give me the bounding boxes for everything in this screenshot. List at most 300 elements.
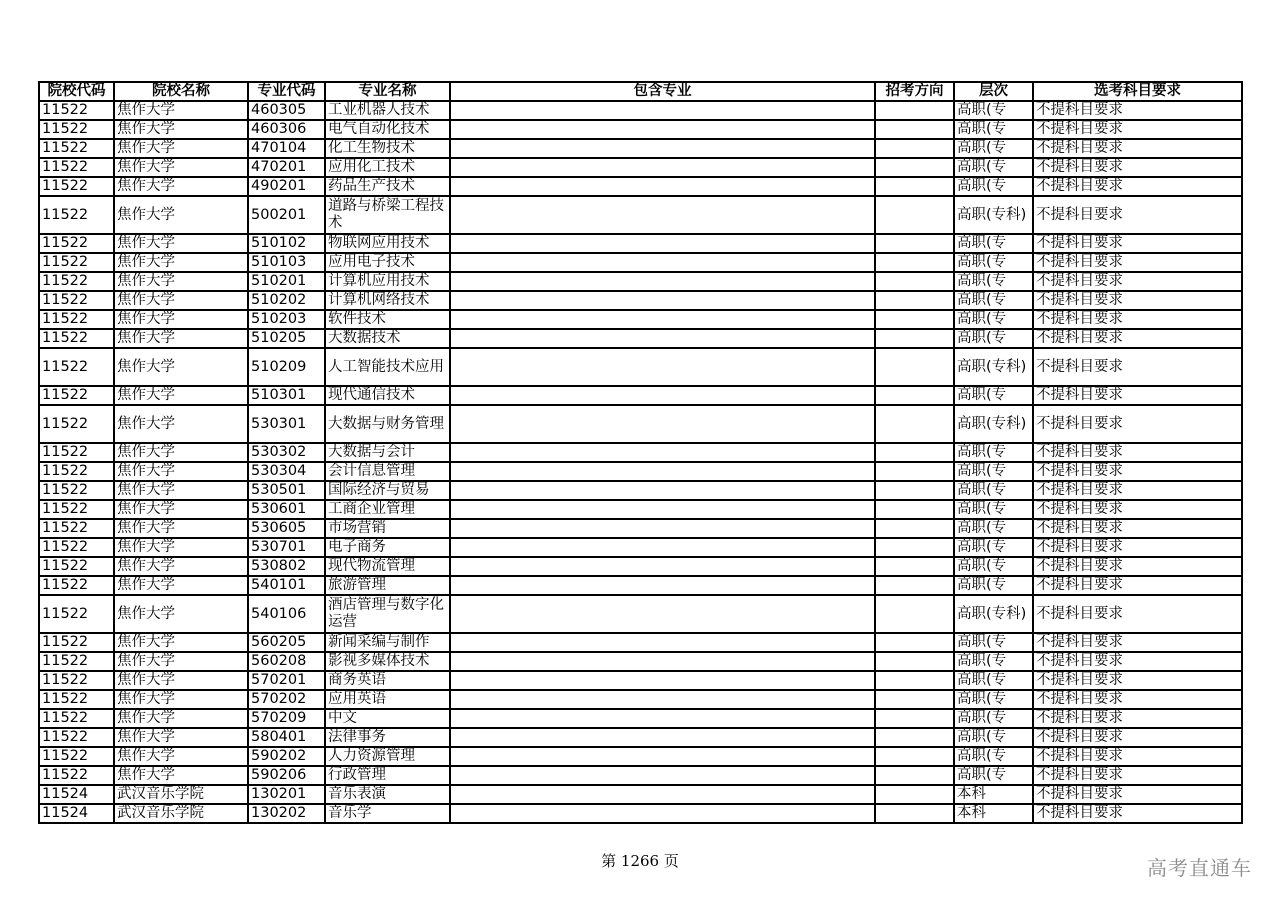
school-name-cell: 武汉音乐学院 <box>114 804 248 823</box>
school-name-cell: 焦作大学 <box>114 766 248 785</box>
subject-requirement-cell: 不提科目要求 <box>1033 120 1242 139</box>
header-major-name: 专业名称 <box>325 82 450 101</box>
level-cell: 高职(专科) <box>954 348 1033 386</box>
watermark-logo: 高考直通车 <box>1147 856 1252 880</box>
direction-cell <box>875 196 954 234</box>
subject-requirement-cell: 不提科目要求 <box>1033 101 1242 120</box>
school-name-cell: 焦作大学 <box>114 177 248 196</box>
school-code-cell: 11522 <box>39 348 114 386</box>
major-name-cell: 道路与桥梁工程技术 <box>325 196 450 234</box>
page-number: 第 1266 页 <box>601 852 679 870</box>
major-name-cell: 大数据与会计 <box>325 443 450 462</box>
table-row <box>39 633 1242 652</box>
table-row <box>39 785 1242 804</box>
subject-requirement-cell: 不提科目要求 <box>1033 633 1242 652</box>
level-cell: 高职(专 <box>954 481 1033 500</box>
major-code-cell: 530802 <box>248 557 325 576</box>
school-code-cell: 11522 <box>39 538 114 557</box>
direction-cell <box>875 139 954 158</box>
table-row <box>39 709 1242 728</box>
major-name-cell: 计算机网络技术 <box>325 291 450 310</box>
level-cell: 高职(专 <box>954 709 1033 728</box>
level-cell: 高职(专 <box>954 519 1033 538</box>
school-name-cell: 焦作大学 <box>114 253 248 272</box>
header-school-name: 院校名称 <box>114 82 248 101</box>
major-name-cell: 药品生产技术 <box>325 177 450 196</box>
school-code-cell: 11522 <box>39 747 114 766</box>
major-code-cell: 590202 <box>248 747 325 766</box>
major-code-cell: 510201 <box>248 272 325 291</box>
subject-requirement-cell: 不提科目要求 <box>1033 671 1242 690</box>
level-cell: 高职(专科) <box>954 595 1033 633</box>
subject-requirement-cell: 不提科目要求 <box>1033 538 1242 557</box>
table-row <box>39 234 1242 253</box>
table-row <box>39 538 1242 557</box>
direction-cell <box>875 481 954 500</box>
direction-cell <box>875 291 954 310</box>
school-name-cell: 焦作大学 <box>114 405 248 443</box>
major-name-cell: 物联网应用技术 <box>325 234 450 253</box>
major-code-cell: 500201 <box>248 196 325 234</box>
included-majors-cell <box>450 538 875 557</box>
major-name-cell: 应用电子技术 <box>325 253 450 272</box>
major-name-cell: 影视多媒体技术 <box>325 652 450 671</box>
major-code-cell: 540101 <box>248 576 325 595</box>
included-majors-cell <box>450 728 875 747</box>
included-majors-cell <box>450 139 875 158</box>
major-code-cell: 490201 <box>248 177 325 196</box>
major-code-cell: 590206 <box>248 766 325 785</box>
subject-requirement-cell: 不提科目要求 <box>1033 158 1242 177</box>
direction-cell <box>875 709 954 728</box>
table-row <box>39 329 1242 348</box>
major-name-cell: 会计信息管理 <box>325 462 450 481</box>
school-name-cell: 焦作大学 <box>114 462 248 481</box>
direction-cell <box>875 690 954 709</box>
subject-requirement-cell: 不提科目要求 <box>1033 386 1242 405</box>
school-code-cell: 11522 <box>39 329 114 348</box>
level-cell: 高职(专 <box>954 386 1033 405</box>
major-code-cell: 560208 <box>248 652 325 671</box>
direction-cell <box>875 785 954 804</box>
included-majors-cell <box>450 196 875 234</box>
direction-cell <box>875 519 954 538</box>
level-cell: 高职(专 <box>954 538 1033 557</box>
direction-cell <box>875 120 954 139</box>
school-name-cell: 焦作大学 <box>114 291 248 310</box>
direction-cell <box>875 462 954 481</box>
included-majors-cell <box>450 348 875 386</box>
table-row <box>39 519 1242 538</box>
subject-requirement-cell: 不提科目要求 <box>1033 709 1242 728</box>
major-name-cell: 人力资源管理 <box>325 747 450 766</box>
table-row <box>39 139 1242 158</box>
included-majors-cell <box>450 785 875 804</box>
major-name-cell: 音乐学 <box>325 804 450 823</box>
table-row <box>39 728 1242 747</box>
major-code-cell: 530501 <box>248 481 325 500</box>
school-name-cell: 焦作大学 <box>114 519 248 538</box>
table-row <box>39 177 1242 196</box>
subject-requirement-cell: 不提科目要求 <box>1033 519 1242 538</box>
school-code-cell: 11522 <box>39 709 114 728</box>
direction-cell <box>875 272 954 291</box>
school-code-cell: 11522 <box>39 234 114 253</box>
subject-requirement-cell: 不提科目要求 <box>1033 234 1242 253</box>
included-majors-cell <box>450 500 875 519</box>
school-name-cell: 焦作大学 <box>114 728 248 747</box>
included-majors-cell <box>450 652 875 671</box>
major-code-cell: 460306 <box>248 120 325 139</box>
table-row <box>39 500 1242 519</box>
major-code-cell: 570202 <box>248 690 325 709</box>
school-code-cell: 11522 <box>39 595 114 633</box>
table-row <box>39 253 1242 272</box>
direction-cell <box>875 633 954 652</box>
major-name-cell: 中文 <box>325 709 450 728</box>
direction-cell <box>875 101 954 120</box>
school-name-cell: 焦作大学 <box>114 272 248 291</box>
school-name-cell: 焦作大学 <box>114 481 248 500</box>
level-cell: 高职(专 <box>954 462 1033 481</box>
included-majors-cell <box>450 747 875 766</box>
level-cell: 高职(专 <box>954 500 1033 519</box>
major-code-cell: 530601 <box>248 500 325 519</box>
included-majors-cell <box>450 804 875 823</box>
level-cell: 高职(专科) <box>954 196 1033 234</box>
school-code-cell: 11522 <box>39 158 114 177</box>
included-majors-cell <box>450 766 875 785</box>
subject-requirement-cell: 不提科目要求 <box>1033 310 1242 329</box>
major-code-cell: 530605 <box>248 519 325 538</box>
major-name-cell: 工商企业管理 <box>325 500 450 519</box>
major-code-cell: 530701 <box>248 538 325 557</box>
table-row <box>39 272 1242 291</box>
major-name-cell: 大数据技术 <box>325 329 450 348</box>
included-majors-cell <box>450 158 875 177</box>
subject-requirement-cell: 不提科目要求 <box>1033 462 1242 481</box>
school-name-cell: 焦作大学 <box>114 652 248 671</box>
school-code-cell: 11522 <box>39 728 114 747</box>
school-name-cell: 焦作大学 <box>114 139 248 158</box>
table-row <box>39 405 1242 443</box>
major-code-cell: 460305 <box>248 101 325 120</box>
major-name-cell: 现代物流管理 <box>325 557 450 576</box>
school-code-cell: 11522 <box>39 481 114 500</box>
header-level: 层次 <box>954 82 1033 101</box>
major-code-cell: 510205 <box>248 329 325 348</box>
school-name-cell: 焦作大学 <box>114 234 248 253</box>
school-name-cell: 焦作大学 <box>114 158 248 177</box>
major-name-cell: 市场营销 <box>325 519 450 538</box>
table-row <box>39 101 1242 120</box>
level-cell: 本科 <box>954 785 1033 804</box>
school-code-cell: 11522 <box>39 120 114 139</box>
major-name-cell: 大数据与财务管理 <box>325 405 450 443</box>
table-row <box>39 291 1242 310</box>
school-name-cell: 焦作大学 <box>114 747 248 766</box>
major-name-cell: 人工智能技术应用 <box>325 348 450 386</box>
level-cell: 高职(专 <box>954 310 1033 329</box>
included-majors-cell <box>450 177 875 196</box>
table-row <box>39 766 1242 785</box>
major-name-cell: 应用化工技术 <box>325 158 450 177</box>
included-majors-cell <box>450 234 875 253</box>
subject-requirement-cell: 不提科目要求 <box>1033 196 1242 234</box>
school-name-cell: 焦作大学 <box>114 120 248 139</box>
direction-cell <box>875 158 954 177</box>
header-major-code: 专业代码 <box>248 82 325 101</box>
direction-cell <box>875 747 954 766</box>
school-code-cell: 11522 <box>39 253 114 272</box>
school-code-cell: 11522 <box>39 766 114 785</box>
school-name-cell: 焦作大学 <box>114 538 248 557</box>
school-code-cell: 11522 <box>39 101 114 120</box>
school-name-cell: 焦作大学 <box>114 443 248 462</box>
major-code-cell: 580401 <box>248 728 325 747</box>
subject-requirement-cell: 不提科目要求 <box>1033 405 1242 443</box>
major-code-cell: 530301 <box>248 405 325 443</box>
school-code-cell: 11522 <box>39 310 114 329</box>
school-name-cell: 焦作大学 <box>114 671 248 690</box>
major-code-cell: 570201 <box>248 671 325 690</box>
subject-requirement-cell: 不提科目要求 <box>1033 652 1242 671</box>
major-name-cell: 计算机应用技术 <box>325 272 450 291</box>
major-code-cell: 510301 <box>248 386 325 405</box>
included-majors-cell <box>450 633 875 652</box>
level-cell: 高职(专 <box>954 652 1033 671</box>
subject-requirement-cell: 不提科目要求 <box>1033 348 1242 386</box>
level-cell: 高职(专 <box>954 139 1033 158</box>
subject-requirement-cell: 不提科目要求 <box>1033 690 1242 709</box>
subject-requirement-cell: 不提科目要求 <box>1033 443 1242 462</box>
subject-requirement-cell: 不提科目要求 <box>1033 481 1242 500</box>
subject-requirement-cell: 不提科目要求 <box>1033 728 1242 747</box>
major-name-cell: 现代通信技术 <box>325 386 450 405</box>
table-row <box>39 652 1242 671</box>
school-code-cell: 11524 <box>39 804 114 823</box>
subject-requirement-cell: 不提科目要求 <box>1033 804 1242 823</box>
major-code-cell: 510102 <box>248 234 325 253</box>
table-row <box>39 595 1242 633</box>
level-cell: 高职(专 <box>954 101 1033 120</box>
school-code-cell: 11522 <box>39 652 114 671</box>
school-name-cell: 焦作大学 <box>114 386 248 405</box>
school-code-cell: 11522 <box>39 139 114 158</box>
included-majors-cell <box>450 291 875 310</box>
school-name-cell: 焦作大学 <box>114 196 248 234</box>
table-row <box>39 462 1242 481</box>
major-code-cell: 570209 <box>248 709 325 728</box>
school-name-cell: 焦作大学 <box>114 500 248 519</box>
included-majors-cell <box>450 272 875 291</box>
table-row <box>39 443 1242 462</box>
direction-cell <box>875 538 954 557</box>
level-cell: 高职(专 <box>954 234 1033 253</box>
school-code-cell: 11522 <box>39 671 114 690</box>
table-row <box>39 671 1242 690</box>
level-cell: 高职(专 <box>954 158 1033 177</box>
table-body <box>39 101 1242 823</box>
school-code-cell: 11522 <box>39 557 114 576</box>
school-code-cell: 11522 <box>39 386 114 405</box>
level-cell: 高职(专 <box>954 443 1033 462</box>
major-name-cell: 商务英语 <box>325 671 450 690</box>
level-cell: 高职(专 <box>954 766 1033 785</box>
table-row <box>39 557 1242 576</box>
table-row <box>39 348 1242 386</box>
school-name-cell: 焦作大学 <box>114 329 248 348</box>
major-code-cell: 470201 <box>248 158 325 177</box>
subject-requirement-cell: 不提科目要求 <box>1033 576 1242 595</box>
subject-requirement-cell: 不提科目要求 <box>1033 595 1242 633</box>
included-majors-cell <box>450 576 875 595</box>
school-code-cell: 11522 <box>39 291 114 310</box>
school-name-cell: 焦作大学 <box>114 633 248 652</box>
included-majors-cell <box>450 595 875 633</box>
direction-cell <box>875 177 954 196</box>
level-cell: 高职(专 <box>954 728 1033 747</box>
header-included-majors: 包含专业 <box>450 82 875 101</box>
direction-cell <box>875 253 954 272</box>
table-row <box>39 576 1242 595</box>
table-row <box>39 158 1242 177</box>
direction-cell <box>875 348 954 386</box>
included-majors-cell <box>450 120 875 139</box>
major-code-cell: 470104 <box>248 139 325 158</box>
school-code-cell: 11522 <box>39 196 114 234</box>
table-row <box>39 481 1242 500</box>
major-name-cell: 法律事务 <box>325 728 450 747</box>
school-name-cell: 焦作大学 <box>114 310 248 329</box>
included-majors-cell <box>450 101 875 120</box>
school-code-cell: 11522 <box>39 443 114 462</box>
school-name-cell: 焦作大学 <box>114 576 248 595</box>
included-majors-cell <box>450 405 875 443</box>
level-cell: 高职(专 <box>954 557 1033 576</box>
school-code-cell: 11522 <box>39 272 114 291</box>
school-code-cell: 11522 <box>39 690 114 709</box>
level-cell: 高职(专 <box>954 576 1033 595</box>
major-code-cell: 130202 <box>248 804 325 823</box>
direction-cell <box>875 804 954 823</box>
major-code-cell: 510209 <box>248 348 325 386</box>
school-code-cell: 11522 <box>39 462 114 481</box>
major-name-cell: 旅游管理 <box>325 576 450 595</box>
level-cell: 本科 <box>954 804 1033 823</box>
major-code-cell: 510203 <box>248 310 325 329</box>
direction-cell <box>875 766 954 785</box>
major-name-cell: 电气自动化技术 <box>325 120 450 139</box>
direction-cell <box>875 386 954 405</box>
header-subject-requirement: 选考科目要求 <box>1033 82 1242 101</box>
subject-requirement-cell: 不提科目要求 <box>1033 291 1242 310</box>
school-name-cell: 焦作大学 <box>114 595 248 633</box>
major-code-cell: 510103 <box>248 253 325 272</box>
direction-cell <box>875 557 954 576</box>
school-code-cell: 11522 <box>39 405 114 443</box>
level-cell: 高职(专 <box>954 120 1033 139</box>
table-row <box>39 310 1242 329</box>
subject-requirement-cell: 不提科目要求 <box>1033 177 1242 196</box>
included-majors-cell <box>450 386 875 405</box>
major-name-cell: 国际经济与贸易 <box>325 481 450 500</box>
subject-requirement-cell: 不提科目要求 <box>1033 139 1242 158</box>
table-row <box>39 690 1242 709</box>
school-name-cell: 焦作大学 <box>114 101 248 120</box>
major-name-cell: 应用英语 <box>325 690 450 709</box>
school-name-cell: 焦作大学 <box>114 557 248 576</box>
subject-requirement-cell: 不提科目要求 <box>1033 557 1242 576</box>
major-code-cell: 540106 <box>248 595 325 633</box>
major-name-cell: 电子商务 <box>325 538 450 557</box>
major-name-cell: 酒店管理与数字化运营 <box>325 595 450 633</box>
major-code-cell: 530302 <box>248 443 325 462</box>
included-majors-cell <box>450 671 875 690</box>
direction-cell <box>875 310 954 329</box>
direction-cell <box>875 500 954 519</box>
table-row <box>39 747 1242 766</box>
major-code-cell: 510202 <box>248 291 325 310</box>
included-majors-cell <box>450 443 875 462</box>
direction-cell <box>875 671 954 690</box>
level-cell: 高职(专科) <box>954 405 1033 443</box>
included-majors-cell <box>450 519 875 538</box>
level-cell: 高职(专 <box>954 671 1033 690</box>
school-code-cell: 11522 <box>39 576 114 595</box>
subject-requirement-cell: 不提科目要求 <box>1033 272 1242 291</box>
level-cell: 高职(专 <box>954 291 1033 310</box>
major-name-cell: 工业机器人技术 <box>325 101 450 120</box>
subject-requirement-cell: 不提科目要求 <box>1033 747 1242 766</box>
major-name-cell: 音乐表演 <box>325 785 450 804</box>
table-header-row <box>39 82 1242 101</box>
level-cell: 高职(专 <box>954 253 1033 272</box>
major-name-cell: 软件技术 <box>325 310 450 329</box>
included-majors-cell <box>450 310 875 329</box>
subject-requirement-cell: 不提科目要求 <box>1033 785 1242 804</box>
included-majors-cell <box>450 329 875 348</box>
subject-requirement-cell: 不提科目要求 <box>1033 329 1242 348</box>
major-code-cell: 560205 <box>248 633 325 652</box>
major-code-cell: 130201 <box>248 785 325 804</box>
direction-cell <box>875 405 954 443</box>
school-name-cell: 武汉音乐学院 <box>114 785 248 804</box>
included-majors-cell <box>450 253 875 272</box>
subject-requirement-cell: 不提科目要求 <box>1033 766 1242 785</box>
school-name-cell: 焦作大学 <box>114 348 248 386</box>
school-code-cell: 11522 <box>39 500 114 519</box>
admissions-table <box>38 81 1243 824</box>
table-row <box>39 386 1242 405</box>
included-majors-cell <box>450 690 875 709</box>
subject-requirement-cell: 不提科目要求 <box>1033 253 1242 272</box>
direction-cell <box>875 576 954 595</box>
header-school-code: 院校代码 <box>39 82 114 101</box>
direction-cell <box>875 234 954 253</box>
school-code-cell: 11524 <box>39 785 114 804</box>
direction-cell <box>875 443 954 462</box>
direction-cell <box>875 652 954 671</box>
level-cell: 高职(专 <box>954 272 1033 291</box>
major-name-cell: 化工生物技术 <box>325 139 450 158</box>
major-name-cell: 行政管理 <box>325 766 450 785</box>
level-cell: 高职(专 <box>954 633 1033 652</box>
included-majors-cell <box>450 709 875 728</box>
table-row <box>39 196 1242 234</box>
school-name-cell: 焦作大学 <box>114 709 248 728</box>
school-name-cell: 焦作大学 <box>114 690 248 709</box>
